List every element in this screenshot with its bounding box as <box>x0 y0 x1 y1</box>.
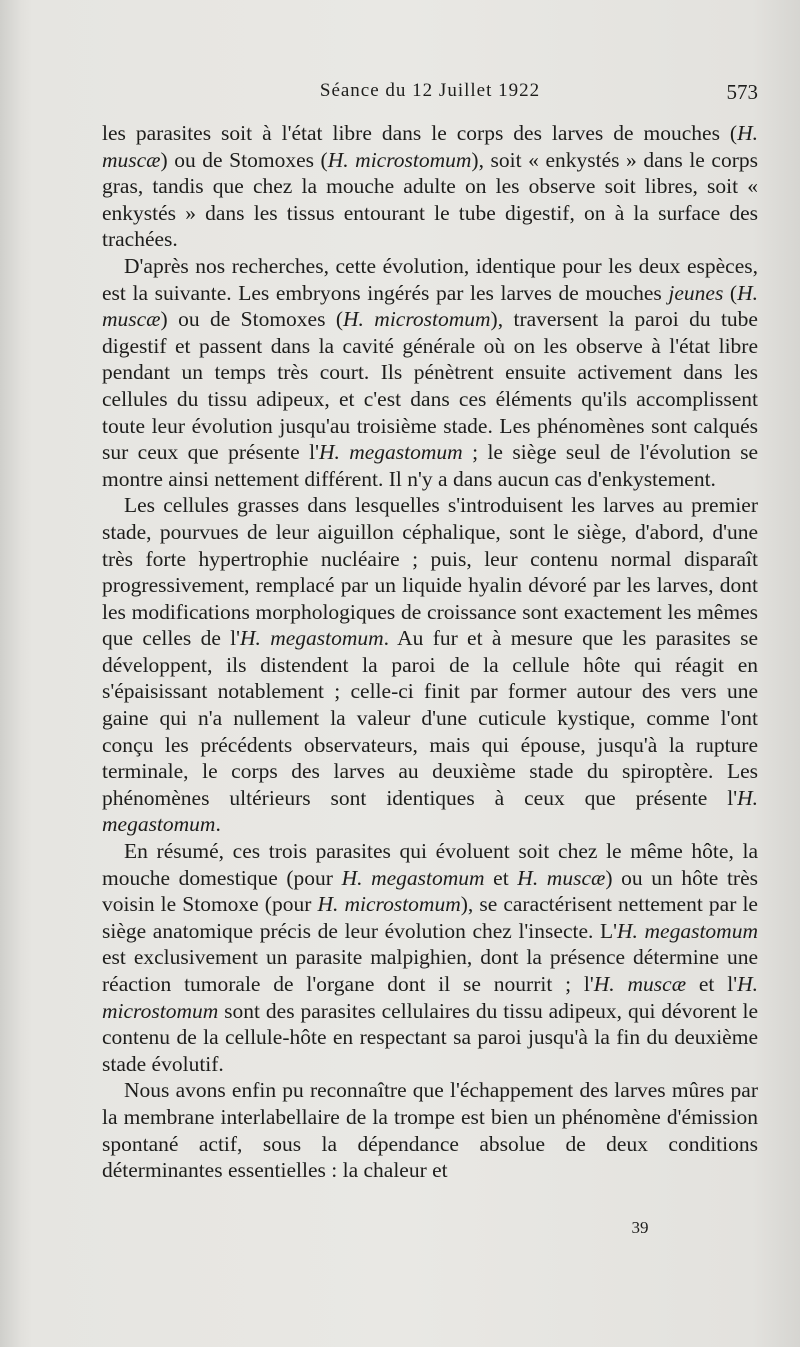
text-run: ) ou de Stomoxes ( <box>160 307 343 332</box>
text-run: est exclusivement un parasite malpighien, dont la présence détermine une réaction tumorale de l'organe dont il se nourrit ; l' <box>102 945 758 996</box>
italic-text-run: H. microstomum <box>317 892 461 917</box>
text-run: ) ou de Stomoxes ( <box>160 147 328 172</box>
text-run: et l' <box>686 972 738 996</box>
text-run: sont des parasites cellulaires du tissu adipeux, qui dévorent le contenu de la cellule-hôte en respectant sa paroi jusqu'à la fin du deuxième stade évolutif. <box>102 998 758 1076</box>
text-run: Nous avons enfin pu reconnaître que l'échappement des larves mûres par la membrane interlabellaire de la trompe est bien un phénomène d'émission spontané actif, sous la dépendance absolue de deux conditions déterminantes essentielles : la chaleur et <box>102 1078 758 1183</box>
italic-text-run: H. microstomum <box>102 972 758 1023</box>
text-run: . Au fur et à mesure que les parasites se développent, ils distendent la paroi de la cellule hôte qui réagit en s'épaisissant notablement ; celle-ci finit par former autour des vers une gaine qui n'a nullement la valeur d'une cuticule kystique, comme l'ont conçu les précédents observateurs, mais qui épouse, jusqu'à la rupture terminale, le corps des larves au deuxième stade du spiroptère. Les phénomènes ultérieurs sont identiques à ceux que présente l' <box>102 626 758 810</box>
text-run: Les cellules grasses dans lesquelles s'introduisent les larves au premier stade, pourvues de leur aiguillon céphalique, sont le siège, d'abord, d'une très forte hypertrophie nucléaire ; puis, leur contenu normal disparaît progressivement, remplacé par un liquide hyalin dévoré par les larves, dont les modifications morphologiques de croissance sont exactement les mêmes que celles de l' <box>102 493 758 651</box>
italic-text-run: H. megastomum <box>102 785 758 837</box>
paragraph <box>102 492 758 838</box>
page-gutter <box>0 0 22 1347</box>
paragraph <box>102 838 758 1077</box>
italic-text-run: H. microstomum <box>343 307 491 332</box>
text-run: . <box>215 812 221 837</box>
text-run: D'après nos recherches, cette évolution, identique pour les deux espèces, est la suivante. Les embryons ingérés par les larves de mouches <box>102 253 758 305</box>
text-run: ), soit « enkystés » dans le corps gras, tandis que chez la mouche adulte on les observe soit libres, soit « enkystés » dans les tissus entourant le tube digestif, on à la surface des trachées. <box>102 147 758 252</box>
italic-text-run: H. megastomum <box>318 440 463 465</box>
italic-text-run: H. megastomum <box>341 865 485 890</box>
page-header <box>100 80 760 110</box>
running-title: Séance du 12 Juillet 1922 <box>319 80 541 101</box>
paragraph <box>102 253 758 492</box>
italic-text-run: H. megastomum <box>617 918 758 943</box>
page-number: 573 <box>726 80 758 104</box>
text-run: ( <box>723 280 738 305</box>
text-run: ) ou un hôte très voisin le Stomoxe (pour <box>102 865 758 917</box>
text-run: En résumé, ces trois parasites qui évoluent soit chez le même hôte, la mouche domestique (pour <box>102 839 758 890</box>
italic-text-run: H. muscæ <box>593 972 687 996</box>
text-run: et <box>484 865 518 890</box>
italic-text-run: H. megastomum <box>240 626 384 651</box>
italic-text-run: H. muscæ <box>102 121 758 172</box>
text-run: ; le siège seul de l'évolution se montre ainsi nettement différent. Il n'y a dans aucun cas d'enkystement. <box>102 440 758 491</box>
italic-text-run: H. muscæ <box>517 865 606 890</box>
text-run: ), se caractérisent nettement par le siège anatomique précis de leur évolution chez l'insecte. L' <box>102 892 758 943</box>
paragraph <box>102 120 758 253</box>
body-text <box>102 120 758 1184</box>
italic-text-run: H. microstomum <box>327 147 472 172</box>
italic-text-run: jeunes <box>668 280 724 305</box>
paragraph <box>102 1077 758 1183</box>
text-run: ), traversent la paroi du tube digestif et passent dans la cavité générale où on les observe à l'état libre pendant un temps très court. Ils pénètrent ensuite activement dans les cellules du tissu adipeux, et c'est dans ces éléments qu'ils accomplissent toute leur évolution jusqu'au troisième stade. Les phénomènes sont calqués sur ceux que présente l' <box>102 307 758 465</box>
signature-mark: 39 <box>631 1218 649 1237</box>
text-run: les parasites soit à l'état libre dans le corps des larves de mouches ( <box>102 121 738 145</box>
italic-text-run: H. muscæ <box>102 280 758 332</box>
